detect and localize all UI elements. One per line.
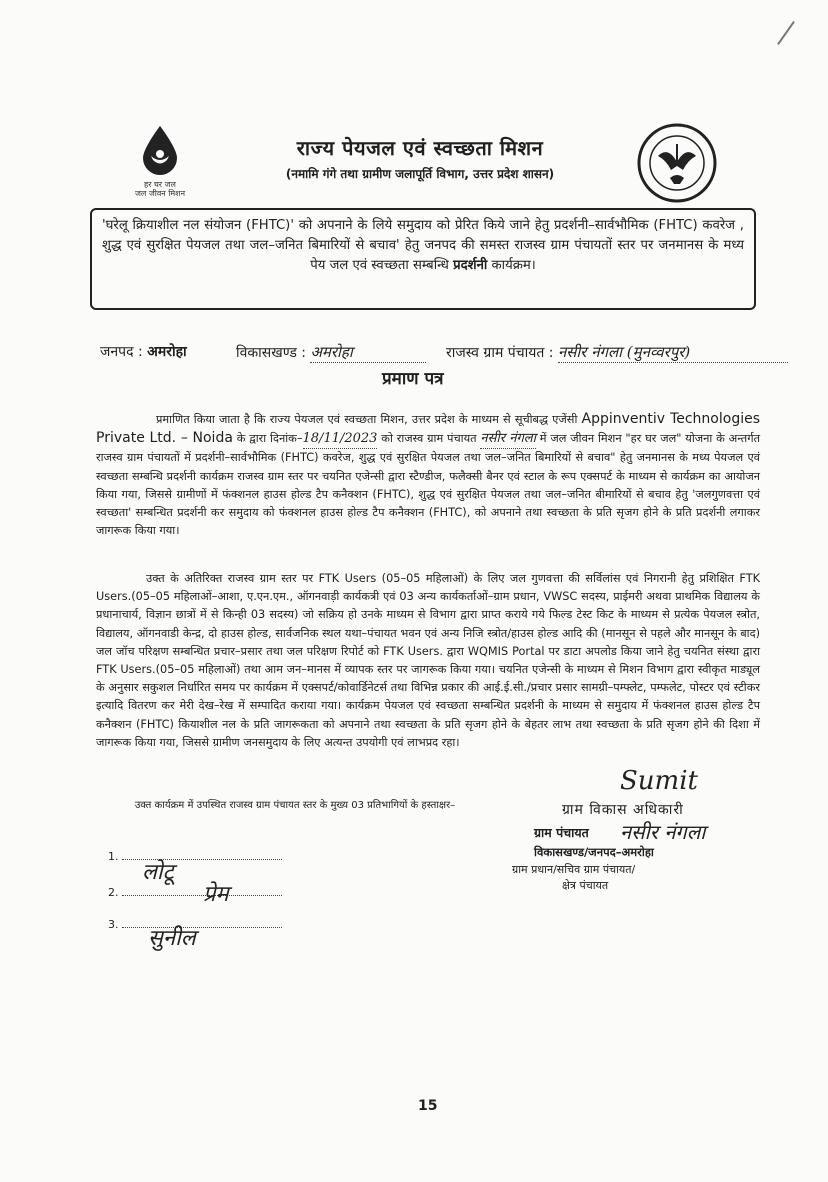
officer-gp-handwriting: नसीर नंगला: [620, 820, 706, 844]
para1-body: में जल जीवन मिशन "हर घर जल" योजना के अन्तर्गत राजस्व ग्राम पंचायतों में प्रदर्शनी–सार्वभौमिक (FHTC) कवरेज, शुद्ध एवं सुरक्षित पेयजल तथा जल–जनित बिमारियों से बचाव" हेतु जनमानस के मध्य पेयजल एवं स्वच्छता सम्बन्धि प्रदर्शनी कार्यक्रम राजस्व ग्राम स्तर पर चयनित एजेन्सी द्वारा स्टैण्डीज, फलैक्सी बैनर एवं स्टाल के रूप एक्सपर्ट के माध्यम से कार्यक्रम का आयोजन किया गया, जिससे ग्रामीणों में फंक्शनल हाउस होल्ड टैप कनैक्शन (FHTC), शुद्ध एवं सुरक्षित पेयजल तथा जल–जनित बीमारियों से बचाव हेतु 'जलगुणवत्ता एवं स्वच्छता' सम्बन्धित प्रदर्शनी कर समुदाय को फंक्शनल हाउस होल्ड टैप कनैक्शन (FHTC), को अपनाने तथा स्वच्छता के प्रति सृजग होने के प्रति प्रदर्शनी लगाकर जागरूक किया गया।: [96, 432, 761, 538]
block-field: [236, 342, 426, 363]
officer-block-stamp: विकासखण्ड/जनपद–अमरोहा: [534, 845, 654, 859]
mission-subtitle: (नमामि गंगे तथा ग्रामीण जलापूर्ति विभाग, उत्तर प्रदेश शासन): [285, 167, 555, 181]
para1-intro: प्रमाणित किया जाता है कि राज्य पेयजल एवं स्वच्छता मिशन, उत्तर प्रदेश के माध्यम से सूचीबद्ध एजेंसी: [156, 413, 578, 426]
emblem-icon: [636, 122, 718, 204]
signature-number: 2.: [108, 886, 119, 899]
water-drop-icon: [137, 124, 183, 176]
gram-panchayat-label: राजस्व ग्राम पंचायत :: [446, 345, 554, 361]
logo-left-line2: जल जीवन मिशन: [134, 189, 186, 198]
participants-signature-note: उक्त कार्यक्रम में उपस्थित राजस्व ग्राम पंचायत स्तर के मुख्य 03 प्रतिभागियों के हस्ताक्षर–: [134, 800, 456, 811]
district-value: अमरोहा: [147, 344, 187, 360]
pencil-mark: [777, 21, 795, 45]
program-heading-bold: प्रदर्शनी: [453, 258, 488, 273]
participant-signature-2: [108, 882, 282, 907]
para1-gp-label: को राजस्व ग्राम पंचायत: [381, 432, 477, 446]
para1-date-label: के द्वारा दिनांक–: [236, 432, 303, 446]
up-government-emblem: [636, 122, 718, 204]
district-field: [100, 342, 187, 361]
officer-role-line: ग्राम प्रधान/सचिव ग्राम पंचायत/: [512, 863, 636, 876]
gram-panchayat-value: नसीर नंगला (मुनव्वरपुर): [558, 342, 788, 363]
participant-3-handwriting: सुनील: [148, 926, 196, 951]
agency-name: Appinventiv Technologies Private Ltd. – Noida: [96, 411, 760, 447]
officer-gp-label: ग्राम पंचायत: [534, 825, 589, 840]
participant-signature-3: [108, 918, 282, 951]
block-value: अमरोहा: [310, 342, 426, 363]
participant-2-handwriting: प्रेम: [203, 882, 229, 907]
program-heading-text: 'घरेलू क्रियाशील नल संयोजन (FHTC)' को अपनाने के लिये समुदाय को प्रेरित किये जाने हेतु प्रदर्शनी–सार्वभौमिक (FHTC) कवरेज , शुद्ध एवं सुरक्षित पेयजल तथा जल–जनित बिमारियों से बचाव' हेतु जनपद की समस्त राजस्व ग्राम पंचायतों स्तर पर जनमानस के मध्य पेय जल एवं स्वच्छता सम्बन्धि: [102, 218, 744, 273]
para1-gp-value: नसीर नंगला: [480, 430, 536, 449]
program-date: 18/11/2023: [303, 430, 378, 449]
block-label: विकासखण्ड :: [236, 345, 307, 361]
program-heading-box: [90, 208, 756, 310]
district-label: जनपद :: [100, 344, 143, 360]
signature-number: 3.: [108, 918, 119, 931]
certificate-title: प्रमाण पत्र: [382, 369, 444, 389]
mission-title: राज्य पेयजल एवं स्वच्छता मिशन: [296, 136, 544, 160]
program-heading-end: कार्यक्रम।: [491, 258, 536, 273]
officer-designation: ग्राम विकास अधिकारी: [562, 802, 684, 818]
officer-role-line-2: क्षेत्र पंचायत: [562, 879, 609, 892]
participant-signature-1: [108, 850, 282, 885]
certificate-paragraph-2: [96, 570, 760, 752]
certificate-paragraph-1: [96, 410, 760, 540]
participant-1-handwriting: लोटू: [142, 860, 174, 885]
officer-signature: Sumit: [620, 766, 698, 796]
signature-number: 1.: [108, 850, 119, 863]
gram-panchayat-field: [446, 342, 788, 363]
page-number: 15: [418, 1098, 438, 1114]
para2-body: उक्त के अतिरिक्त राजस्व ग्राम स्तर पर FTK Users (05–05 महिलाओं) के लिए जल गुणवत्ता की सर्विलांस एवं निगरानी हेतु प्रशिक्षित FTK Users.(05–05 महिलाओं–आशा, ए.एन.एम., ऑगनवाड़ी कार्यकत्री एवं 03 अन्य कार्यकर्ताओं–ग्राम प्रधान, VWSC सदस्य, प्राईमरी अथवा प्राथमिक विद्यालय के प्रधानाचार्य, विज्ञान छात्रों में से किन्ही 03 सदस्य) जो सक्रिय हो उनके माध्यम से विभाग द्वारा प्राप्त कराये गये फिल्ड टेस्ट किट के माध्यम से प्रत्येक पेयजल स्त्रोत, विद्यालय, ऑगनवाडी केन्द्र, दो हाउस होल्ड, सार्वजनिक स्थल यथा–पंचायत भवन एवं अन्य निजि स्त्रोत/हाउस होल्ड आदि की (मानसून से पहले और मानसून के बाद) जल जॉच परिक्षण सम्बन्धित प्रचार–प्रसार तथा जल परिक्षण रिपोर्ट को FTK Users. द्वारा WQMIS Portal पर डाटा अपलोड किया जाने हेतु चयनित संस्था द्वारा FTK Users.(05–05 महिलाओं) तथा आम जन–मानस में व्यापक स्तर पर जागरूक किया गया। चयनित एजेन्सी के माध्यम से मिशन विभाग द्वारा स्वीकृत माड्यूल के अनुसार सकुशल निर्धारित समय पर कार्यक्रम में एक्सपर्ट/कोवार्डिनेटर्स तथा विभिन्न प्रकार की आई.ई.सी./प्रचार प्रसार सामग्री–पम्फ्लेट, पम्फलेट, पोस्टर एवं स्टीकर इत्यादि वितरण कर मेरी देख–रेख में सम्पादित कराया गया। कार्यक्रम पेयजल एवं स्वच्छता सम्बन्धित प्रदर्शनी के माध्यम से समुदाय में फंक्शनल हाउस होल्ड टैप कनैक्शन (FHTC) कियाशील नल के प्रति जागरूकता को अपनाने तथा स्वच्छता के प्रति सृजग होने के बेहतर लाभ तथा स्वच्छता के प्रति सृजग होने की दिशा में जागरूक किया गया, जिससे ग्रामीण जनसमुदाय के लिए अत्यन्त उपयोगी एवं लाभप्रद रहा।: [96, 572, 760, 749]
logo-left-line1: हर घर जल: [144, 180, 176, 189]
har-ghar-jal-logo: [125, 124, 195, 204]
